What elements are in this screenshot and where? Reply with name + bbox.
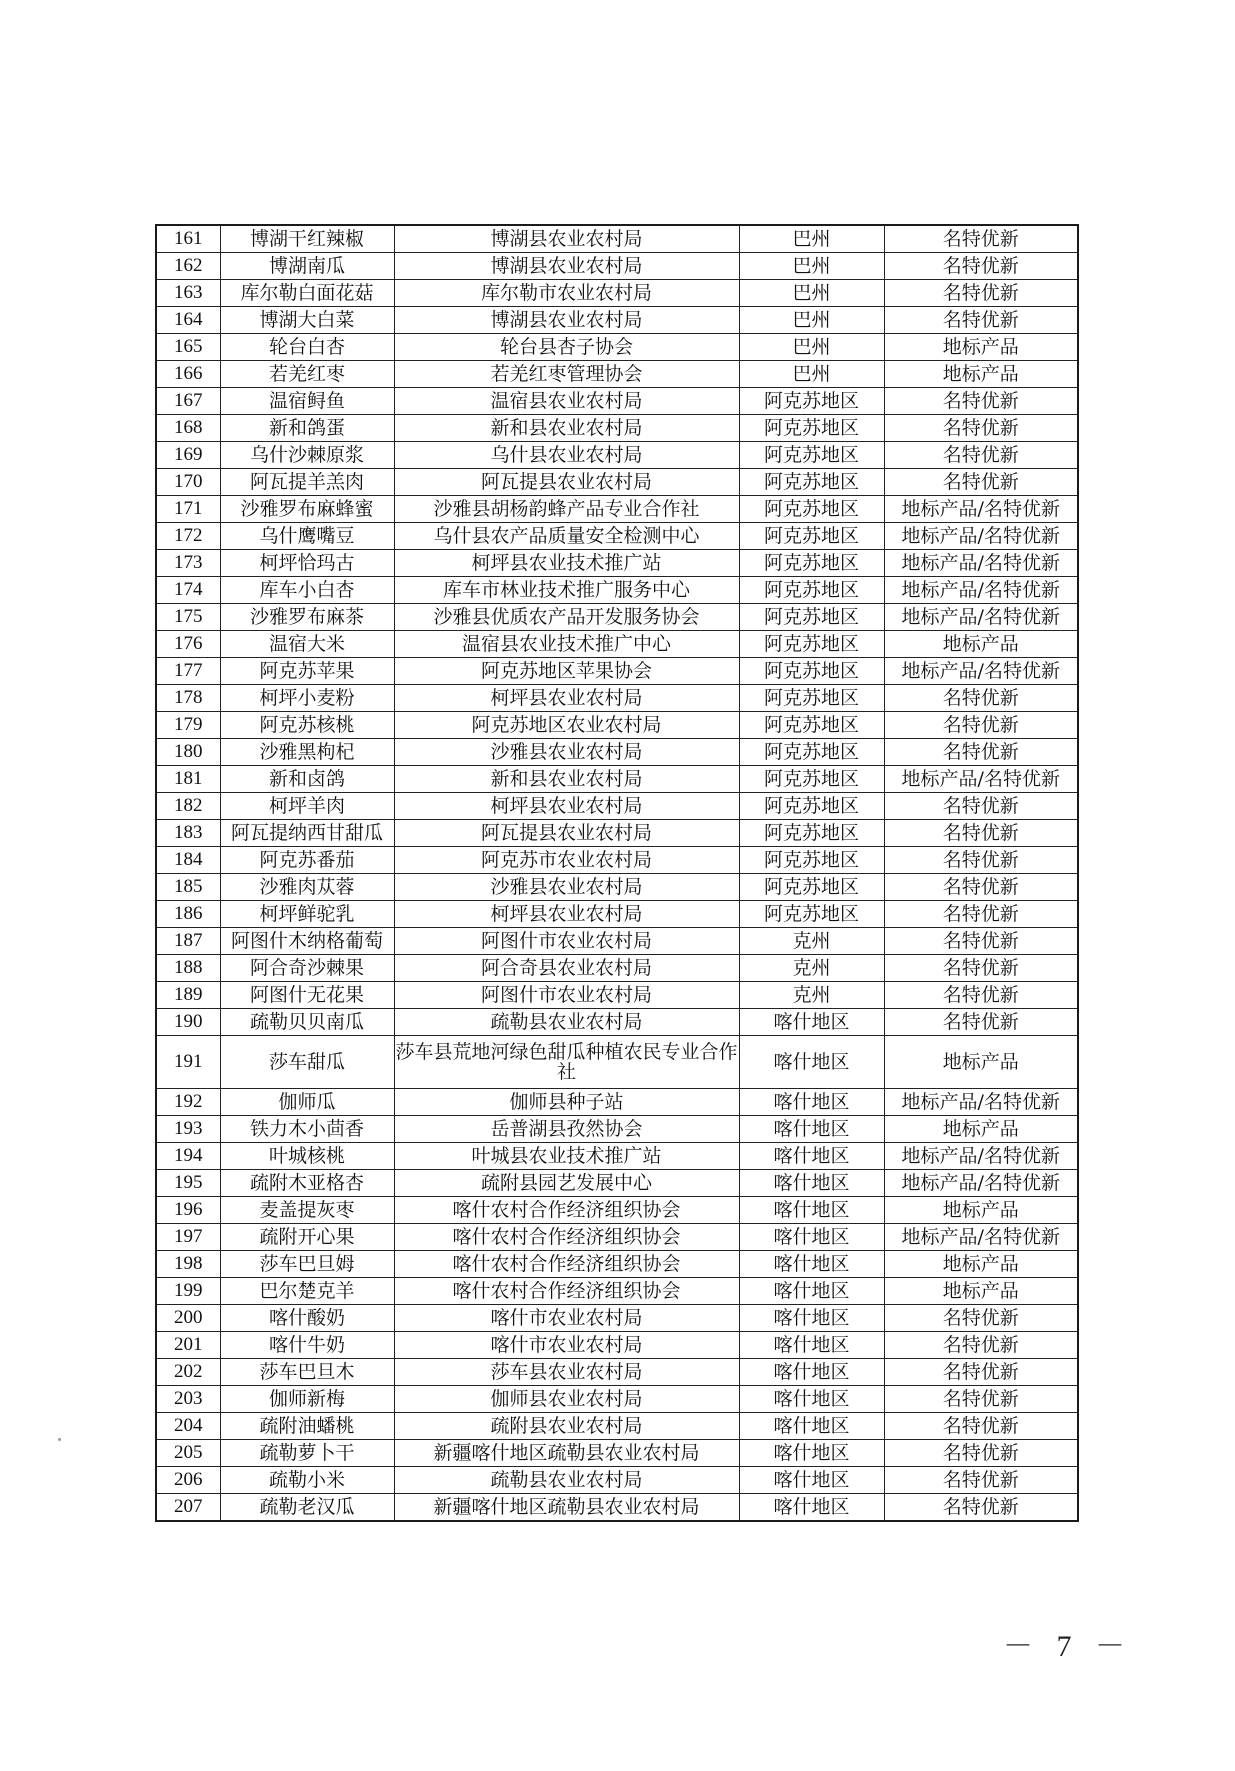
row-number-cell: 201 (156, 1332, 220, 1359)
row-number-cell: 163 (156, 280, 220, 307)
table-row (156, 469, 1078, 496)
row-number-cell: 184 (156, 847, 220, 874)
row-number-cell: 191 (156, 1036, 220, 1089)
row-number-cell: 185 (156, 874, 220, 901)
category-cell: 名特优新 (884, 847, 1078, 874)
category-cell: 名特优新 (884, 415, 1078, 442)
category-cell: 地标产品/名特优新 (884, 658, 1078, 685)
applicant-cell: 新和县农业农村局 (394, 415, 739, 442)
table-row (156, 1036, 1078, 1089)
product-name-cell: 叶城核桃 (220, 1143, 394, 1170)
product-name-cell: 柯坪羊肉 (220, 793, 394, 820)
applicant-cell: 阿克苏地区农业农村局 (394, 712, 739, 739)
product-name-cell: 铁力木小茴香 (220, 1116, 394, 1143)
row-number-cell: 197 (156, 1224, 220, 1251)
region-cell: 阿克苏地区 (739, 604, 884, 631)
product-name-cell: 乌什鹰嘴豆 (220, 523, 394, 550)
region-cell: 阿克苏地区 (739, 550, 884, 577)
category-cell: 名特优新 (884, 1305, 1078, 1332)
product-name-cell: 博湖南瓜 (220, 253, 394, 280)
applicant-cell: 喀什农村合作经济组织协会 (394, 1224, 739, 1251)
row-number-cell: 166 (156, 361, 220, 388)
category-cell: 名特优新 (884, 253, 1078, 280)
table-row (156, 1143, 1078, 1170)
page-number: － 7 － (1003, 1630, 1133, 1663)
region-cell: 喀什地区 (739, 1036, 884, 1089)
category-cell: 名特优新 (884, 280, 1078, 307)
region-cell: 喀什地区 (739, 1440, 884, 1467)
region-cell: 阿克苏地区 (739, 820, 884, 847)
table-row (156, 928, 1078, 955)
applicant-cell: 阿合奇县农业农村局 (394, 955, 739, 982)
table-row (156, 874, 1078, 901)
product-name-cell: 喀什牛奶 (220, 1332, 394, 1359)
category-cell: 名特优新 (884, 1332, 1078, 1359)
applicant-cell: 沙雅县农业农村局 (394, 739, 739, 766)
region-cell: 巴州 (739, 361, 884, 388)
table-row (156, 793, 1078, 820)
product-name-cell: 阿图什木纳格葡萄 (220, 928, 394, 955)
category-cell: 地标产品 (884, 631, 1078, 658)
applicant-cell: 阿克苏地区苹果协会 (394, 658, 739, 685)
product-name-cell: 阿瓦提纳西甘甜瓜 (220, 820, 394, 847)
row-number-cell: 196 (156, 1197, 220, 1224)
product-name-cell: 博湖大白菜 (220, 307, 394, 334)
applicant-cell: 喀什农村合作经济组织协会 (394, 1251, 739, 1278)
product-name-cell: 库车小白杏 (220, 577, 394, 604)
applicant-cell: 柯坪县农业农村局 (394, 901, 739, 928)
row-number-cell: 181 (156, 766, 220, 793)
applicant-cell: 乌什县农产品质量安全检测中心 (394, 523, 739, 550)
applicant-cell: 库尔勒市农业农村局 (394, 280, 739, 307)
category-cell: 名特优新 (884, 982, 1078, 1009)
category-cell: 名特优新 (884, 712, 1078, 739)
row-number-cell: 189 (156, 982, 220, 1009)
table-row (156, 982, 1078, 1009)
product-name-cell: 阿图什无花果 (220, 982, 394, 1009)
product-name-cell: 巴尔楚克羊 (220, 1278, 394, 1305)
region-cell: 阿克苏地区 (739, 388, 884, 415)
product-name-cell: 柯坪鲜驼乳 (220, 901, 394, 928)
applicant-cell: 乌什县农业农村局 (394, 442, 739, 469)
category-cell: 名特优新 (884, 469, 1078, 496)
row-number-cell: 190 (156, 1009, 220, 1036)
table-row (156, 1467, 1078, 1494)
product-name-cell: 新和鸽蛋 (220, 415, 394, 442)
region-cell: 阿克苏地区 (739, 577, 884, 604)
region-cell: 巴州 (739, 307, 884, 334)
applicant-cell: 喀什市农业农村局 (394, 1332, 739, 1359)
applicant-cell: 新疆喀什地区疏勒县农业农村局 (394, 1494, 739, 1522)
applicant-cell: 阿图什市农业农村局 (394, 928, 739, 955)
product-name-cell: 阿克苏核桃 (220, 712, 394, 739)
region-cell: 喀什地区 (739, 1197, 884, 1224)
product-name-cell: 伽师瓜 (220, 1089, 394, 1116)
row-number-cell: 199 (156, 1278, 220, 1305)
applicant-cell: 阿克苏市农业农村局 (394, 847, 739, 874)
region-cell: 喀什地区 (739, 1278, 884, 1305)
applicant-cell: 轮台县杏子协会 (394, 334, 739, 361)
applicant-cell: 阿瓦提县农业农村局 (394, 820, 739, 847)
applicant-cell: 莎车县农业农村局 (394, 1359, 739, 1386)
category-cell: 地标产品 (884, 1251, 1078, 1278)
row-number-cell: 205 (156, 1440, 220, 1467)
table-row (156, 1386, 1078, 1413)
product-name-cell: 莎车巴旦姆 (220, 1251, 394, 1278)
applicant-cell: 柯坪县农业技术推广站 (394, 550, 739, 577)
table-row (156, 1197, 1078, 1224)
category-cell: 地标产品/名特优新 (884, 577, 1078, 604)
product-name-cell: 沙雅罗布麻茶 (220, 604, 394, 631)
category-cell: 名特优新 (884, 442, 1078, 469)
row-number-cell: 169 (156, 442, 220, 469)
table-row (156, 604, 1078, 631)
row-number-cell: 186 (156, 901, 220, 928)
row-number-cell: 177 (156, 658, 220, 685)
product-name-cell: 若羌红枣 (220, 361, 394, 388)
applicant-cell: 博湖县农业农村局 (394, 253, 739, 280)
region-cell: 喀什地区 (739, 1089, 884, 1116)
category-cell: 名特优新 (884, 955, 1078, 982)
applicant-cell: 博湖县农业农村局 (394, 225, 739, 253)
table-row (156, 225, 1078, 253)
table-row (156, 1494, 1078, 1522)
row-number-cell: 193 (156, 1116, 220, 1143)
table-row (156, 1440, 1078, 1467)
table-row (156, 685, 1078, 712)
table-row (156, 1359, 1078, 1386)
table-row (156, 658, 1078, 685)
region-cell: 喀什地区 (739, 1305, 884, 1332)
category-cell: 名特优新 (884, 388, 1078, 415)
table-row (156, 253, 1078, 280)
table-row (156, 307, 1078, 334)
region-cell: 克州 (739, 955, 884, 982)
product-name-cell: 博湖干红辣椒 (220, 225, 394, 253)
region-cell: 喀什地区 (739, 1251, 884, 1278)
table-row (156, 1251, 1078, 1278)
applicant-cell: 柯坪县农业农村局 (394, 793, 739, 820)
product-name-cell: 疏勒小米 (220, 1467, 394, 1494)
category-cell: 名特优新 (884, 307, 1078, 334)
region-cell: 阿克苏地区 (739, 901, 884, 928)
scan-speck (58, 1438, 61, 1441)
applicant-cell: 喀什农村合作经济组织协会 (394, 1278, 739, 1305)
region-cell: 阿克苏地区 (739, 712, 884, 739)
table-row (156, 496, 1078, 523)
category-cell: 名特优新 (884, 1494, 1078, 1522)
table-row (156, 415, 1078, 442)
category-cell: 地标产品/名特优新 (884, 1224, 1078, 1251)
row-number-cell: 171 (156, 496, 220, 523)
category-cell: 地标产品/名特优新 (884, 1089, 1078, 1116)
product-table-body (156, 225, 1078, 1521)
table-row (156, 442, 1078, 469)
product-table (155, 224, 1079, 1522)
region-cell: 喀什地区 (739, 1224, 884, 1251)
category-cell: 地标产品/名特优新 (884, 550, 1078, 577)
category-cell: 地标产品/名特优新 (884, 523, 1078, 550)
applicant-cell: 博湖县农业农村局 (394, 307, 739, 334)
table-row (156, 523, 1078, 550)
product-name-cell: 柯坪小麦粉 (220, 685, 394, 712)
row-number-cell: 183 (156, 820, 220, 847)
row-number-cell: 174 (156, 577, 220, 604)
category-cell: 名特优新 (884, 1440, 1078, 1467)
table-row (156, 361, 1078, 388)
product-name-cell: 轮台白杏 (220, 334, 394, 361)
category-cell: 地标产品 (884, 334, 1078, 361)
applicant-cell: 莎车县荒地河绿色甜瓜种植农民专业合作社 (394, 1036, 739, 1089)
applicant-cell: 若羌红枣管理协会 (394, 361, 739, 388)
category-cell: 地标产品 (884, 1197, 1078, 1224)
table-row (156, 280, 1078, 307)
category-cell: 地标产品 (884, 1036, 1078, 1089)
applicant-cell: 温宿县农业农村局 (394, 388, 739, 415)
category-cell: 地标产品/名特优新 (884, 766, 1078, 793)
category-cell: 名特优新 (884, 1359, 1078, 1386)
product-name-cell: 沙雅黑枸杞 (220, 739, 394, 766)
row-number-cell: 168 (156, 415, 220, 442)
applicant-cell: 喀什农村合作经济组织协会 (394, 1197, 739, 1224)
row-number-cell: 194 (156, 1143, 220, 1170)
table-row (156, 1009, 1078, 1036)
row-number-cell: 203 (156, 1386, 220, 1413)
category-cell: 地标产品/名特优新 (884, 604, 1078, 631)
table-row (156, 1305, 1078, 1332)
table-row (156, 1332, 1078, 1359)
row-number-cell: 161 (156, 225, 220, 253)
region-cell: 阿克苏地区 (739, 415, 884, 442)
product-name-cell: 莎车甜瓜 (220, 1036, 394, 1089)
applicant-cell: 新和县农业农村局 (394, 766, 739, 793)
applicant-cell: 喀什市农业农村局 (394, 1305, 739, 1332)
row-number-cell: 175 (156, 604, 220, 631)
product-name-cell: 温宿鲟鱼 (220, 388, 394, 415)
row-number-cell: 187 (156, 928, 220, 955)
table-row (156, 577, 1078, 604)
product-name-cell: 疏勒萝卜干 (220, 1440, 394, 1467)
region-cell: 阿克苏地区 (739, 442, 884, 469)
product-name-cell: 阿合奇沙棘果 (220, 955, 394, 982)
region-cell: 喀什地区 (739, 1413, 884, 1440)
region-cell: 阿克苏地区 (739, 766, 884, 793)
table-row (156, 1116, 1078, 1143)
applicant-cell: 温宿县农业技术推广中心 (394, 631, 739, 658)
row-number-cell: 170 (156, 469, 220, 496)
row-number-cell: 162 (156, 253, 220, 280)
row-number-cell: 206 (156, 1467, 220, 1494)
row-number-cell: 207 (156, 1494, 220, 1522)
region-cell: 阿克苏地区 (739, 469, 884, 496)
product-list-sheet (155, 224, 1077, 1522)
category-cell: 地标产品 (884, 361, 1078, 388)
region-cell: 喀什地区 (739, 1009, 884, 1036)
applicant-cell: 伽师县农业农村局 (394, 1386, 739, 1413)
category-cell: 名特优新 (884, 874, 1078, 901)
region-cell: 巴州 (739, 280, 884, 307)
category-cell: 地标产品/名特优新 (884, 1143, 1078, 1170)
row-number-cell: 202 (156, 1359, 220, 1386)
category-cell: 名特优新 (884, 901, 1078, 928)
category-cell: 名特优新 (884, 685, 1078, 712)
region-cell: 巴州 (739, 225, 884, 253)
product-name-cell: 柯坪恰玛古 (220, 550, 394, 577)
table-row (156, 766, 1078, 793)
applicant-cell: 沙雅县优质农产品开发服务协会 (394, 604, 739, 631)
product-name-cell: 沙雅肉苁蓉 (220, 874, 394, 901)
region-cell: 阿克苏地区 (739, 793, 884, 820)
region-cell: 喀什地区 (739, 1116, 884, 1143)
region-cell: 阿克苏地区 (739, 631, 884, 658)
row-number-cell: 180 (156, 739, 220, 766)
category-cell: 名特优新 (884, 739, 1078, 766)
product-name-cell: 疏附油蟠桃 (220, 1413, 394, 1440)
table-row (156, 712, 1078, 739)
row-number-cell: 179 (156, 712, 220, 739)
region-cell: 巴州 (739, 253, 884, 280)
table-row (156, 955, 1078, 982)
region-cell: 阿克苏地区 (739, 658, 884, 685)
applicant-cell: 伽师县种子站 (394, 1089, 739, 1116)
category-cell: 地标产品/名特优新 (884, 1170, 1078, 1197)
applicant-cell: 疏附县农业农村局 (394, 1413, 739, 1440)
table-row (156, 1413, 1078, 1440)
product-name-cell: 疏勒老汉瓜 (220, 1494, 394, 1522)
product-name-cell: 阿瓦提羊羔肉 (220, 469, 394, 496)
row-number-cell: 204 (156, 1413, 220, 1440)
region-cell: 克州 (739, 928, 884, 955)
category-cell: 名特优新 (884, 928, 1078, 955)
table-row (156, 739, 1078, 766)
applicant-cell: 沙雅县农业农村局 (394, 874, 739, 901)
applicant-cell: 疏勒县农业农村局 (394, 1467, 739, 1494)
applicant-cell: 柯坪县农业农村局 (394, 685, 739, 712)
row-number-cell: 165 (156, 334, 220, 361)
region-cell: 喀什地区 (739, 1332, 884, 1359)
row-number-cell: 164 (156, 307, 220, 334)
region-cell: 阿克苏地区 (739, 685, 884, 712)
product-name-cell: 温宿大米 (220, 631, 394, 658)
region-cell: 克州 (739, 982, 884, 1009)
row-number-cell: 195 (156, 1170, 220, 1197)
region-cell: 喀什地区 (739, 1359, 884, 1386)
region-cell: 阿克苏地区 (739, 523, 884, 550)
product-name-cell: 乌什沙棘原浆 (220, 442, 394, 469)
region-cell: 阿克苏地区 (739, 874, 884, 901)
category-cell: 地标产品 (884, 1116, 1078, 1143)
category-cell: 名特优新 (884, 793, 1078, 820)
table-row (156, 1089, 1078, 1116)
applicant-cell: 疏勒县农业农村局 (394, 1009, 739, 1036)
product-name-cell: 新和卤鸽 (220, 766, 394, 793)
row-number-cell: 178 (156, 685, 220, 712)
row-number-cell: 167 (156, 388, 220, 415)
table-row (156, 1278, 1078, 1305)
product-name-cell: 喀什酸奶 (220, 1305, 394, 1332)
product-name-cell: 沙雅罗布麻蜂蜜 (220, 496, 394, 523)
product-name-cell: 伽师新梅 (220, 1386, 394, 1413)
category-cell: 地标产品 (884, 1278, 1078, 1305)
category-cell: 名特优新 (884, 225, 1078, 253)
row-number-cell: 176 (156, 631, 220, 658)
region-cell: 喀什地区 (739, 1386, 884, 1413)
region-cell: 喀什地区 (739, 1143, 884, 1170)
product-name-cell: 库尔勒白面花菇 (220, 280, 394, 307)
region-cell: 喀什地区 (739, 1170, 884, 1197)
applicant-cell: 阿图什市农业农村局 (394, 982, 739, 1009)
row-number-cell: 200 (156, 1305, 220, 1332)
category-cell: 名特优新 (884, 1467, 1078, 1494)
applicant-cell: 岳普湖县孜然协会 (394, 1116, 739, 1143)
product-name-cell: 疏附木亚格杏 (220, 1170, 394, 1197)
row-number-cell: 172 (156, 523, 220, 550)
row-number-cell: 192 (156, 1089, 220, 1116)
product-name-cell: 疏勒贝贝南瓜 (220, 1009, 394, 1036)
region-cell: 喀什地区 (739, 1494, 884, 1522)
region-cell: 喀什地区 (739, 1467, 884, 1494)
product-name-cell: 莎车巴旦木 (220, 1359, 394, 1386)
category-cell: 地标产品/名特优新 (884, 496, 1078, 523)
region-cell: 阿克苏地区 (739, 847, 884, 874)
table-row (156, 631, 1078, 658)
region-cell: 巴州 (739, 334, 884, 361)
category-cell: 名特优新 (884, 1386, 1078, 1413)
table-row (156, 820, 1078, 847)
row-number-cell: 182 (156, 793, 220, 820)
table-row (156, 334, 1078, 361)
table-row (156, 847, 1078, 874)
table-row (156, 388, 1078, 415)
table-row (156, 1224, 1078, 1251)
category-cell: 名特优新 (884, 1009, 1078, 1036)
product-name-cell: 疏附开心果 (220, 1224, 394, 1251)
applicant-cell: 沙雅县胡杨韵蜂产品专业合作社 (394, 496, 739, 523)
table-row (156, 1170, 1078, 1197)
table-row (156, 901, 1078, 928)
applicant-cell: 新疆喀什地区疏勒县农业农村局 (394, 1440, 739, 1467)
row-number-cell: 198 (156, 1251, 220, 1278)
applicant-cell: 疏附县园艺发展中心 (394, 1170, 739, 1197)
product-name-cell: 阿克苏番茄 (220, 847, 394, 874)
table-row (156, 550, 1078, 577)
row-number-cell: 188 (156, 955, 220, 982)
applicant-cell: 叶城县农业技术推广站 (394, 1143, 739, 1170)
applicant-cell: 阿瓦提县农业农村局 (394, 469, 739, 496)
row-number-cell: 173 (156, 550, 220, 577)
category-cell: 名特优新 (884, 820, 1078, 847)
product-name-cell: 麦盖提灰枣 (220, 1197, 394, 1224)
region-cell: 阿克苏地区 (739, 739, 884, 766)
region-cell: 阿克苏地区 (739, 496, 884, 523)
applicant-cell: 库车市林业技术推广服务中心 (394, 577, 739, 604)
category-cell: 名特优新 (884, 1413, 1078, 1440)
product-name-cell: 阿克苏苹果 (220, 658, 394, 685)
